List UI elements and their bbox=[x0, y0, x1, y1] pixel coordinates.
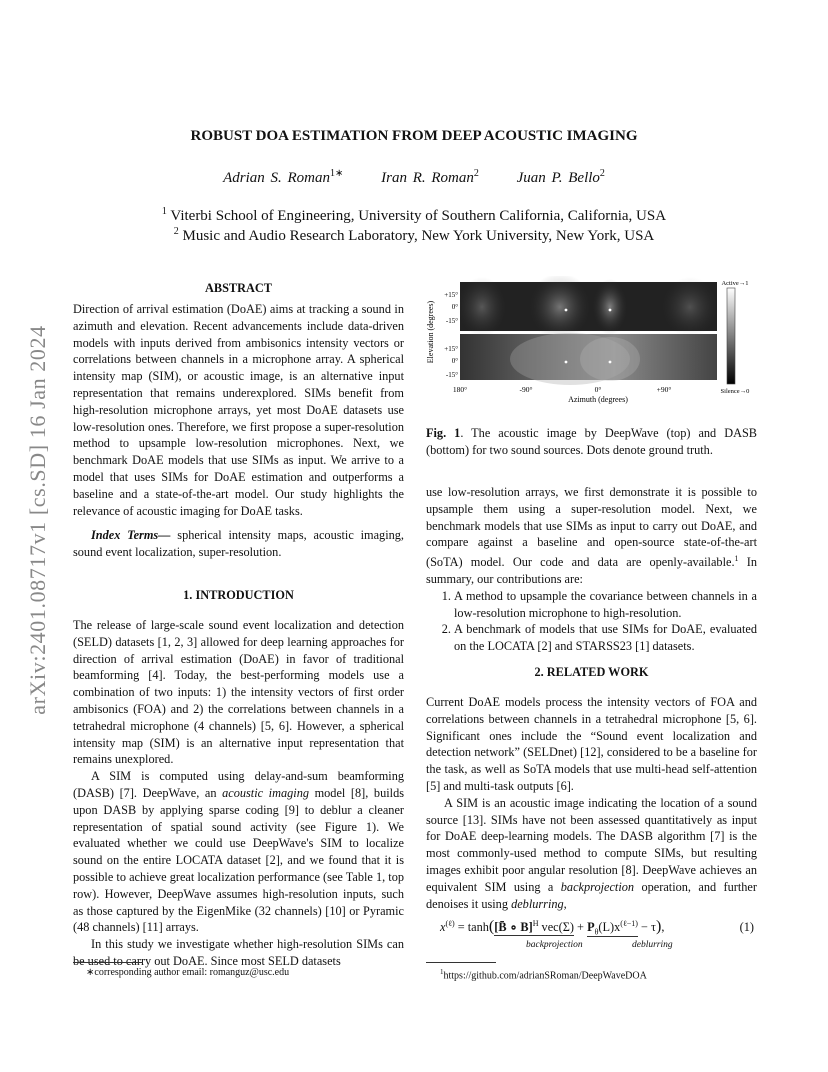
text-run: A SIM is an acoustic image indicating the location of a sound source [13]. SIMs have not been assessed quantitatively as input for DoAE deep-learning models. The DASB algorithm [7] is the most commonly-used method to compute SIMs, but resulting images exhibit poor angular resolution [8]. DeepWave achieves an equivalent SIM using a bbox=[426, 795, 757, 894]
ytick-label: -15° bbox=[445, 317, 458, 325]
eq-op: + bbox=[573, 920, 588, 934]
author-sup: 2 bbox=[473, 168, 479, 179]
affiliation bbox=[0, 206, 828, 225]
xtick-label: 0° bbox=[594, 385, 602, 394]
emphasis: deblurring bbox=[511, 896, 564, 911]
eq-term: (L)x bbox=[598, 920, 621, 934]
author bbox=[223, 170, 343, 186]
colorbar-bottom-label: Silence→0 bbox=[720, 388, 750, 395]
paragraph: In this study we investigate whether high-resolution SIMs can be used to carry out DoAE. Since most SELD datasets bbox=[73, 937, 404, 968]
footnote-sup: 1 bbox=[440, 968, 444, 976]
ground-truth-dot bbox=[565, 361, 568, 364]
figure-ylabel: Elevation (degrees) bbox=[426, 300, 435, 364]
caption-label: Fig. 1 bbox=[426, 426, 461, 440]
text-run: In summary, our contributions are: bbox=[426, 555, 757, 587]
footnote-rule bbox=[426, 962, 496, 963]
eq-op: − τ bbox=[637, 920, 656, 934]
xtick-label: -90° bbox=[519, 385, 533, 394]
index-terms-label: Index Terms— bbox=[91, 528, 171, 543]
arxiv-stamp bbox=[18, 290, 58, 750]
author-sup: 1∗ bbox=[329, 168, 344, 179]
eq-term: vec(Σ) bbox=[538, 920, 574, 934]
text-run: A SIM is computed using delay-and-sum beamforming (DASB) [7]. DeepWave, an bbox=[73, 769, 404, 800]
affiliation-sup: 2 bbox=[173, 226, 179, 237]
section-heading-introduction: 1. INTRODUCTION bbox=[183, 588, 294, 602]
paragraph bbox=[73, 768, 404, 936]
intro-continued bbox=[426, 484, 757, 655]
eq-sup: (ℓ) bbox=[445, 918, 455, 928]
text-run: model [8], builds upon DASB by applying sparse coding [9] to deblur a cleaner representation of spatial sound activity (see Figure 1). We evaluated whether we could use DeepWave's SIM to localize sound on the entire LOCATA dataset [2], and we found that it is possible to achieve great localization performance (see Table 1, top row). However, DeepWave assumes high-resolution inputs, such as those captured by the EigenMike (32 channels) [10] or Pyramic (48 channels) [11] arrays. bbox=[73, 785, 404, 935]
list-item: 2. A benchmark of models that use SIMs for DoAE, evaluated on the LOCATA [2] and STARSS23 [1] datasets. bbox=[454, 621, 757, 655]
eq-underbrace-label: backprojection bbox=[526, 940, 583, 950]
index-terms-text: spherical intensity maps, acoustic imaging, sound event localization, super-resolution. bbox=[73, 528, 404, 560]
abstract-text: Direction of arrival estimation (DoAE) aims at tracking a sound in azimuth and elevation. Recent advancements include data-driven models with inputs derived from ambisonics intensity vectors or correlations between channels in a microphone array. A spherical intensity map (SIM), or acoustic image, is an alternative input representation that remains underexplored. SIMs benefit from high-resolution microphone arrays, yet most DoAE datasets use low-resolution ones. Therefore, we first propose a super-resolution method to upsample low-resolution microphones. Next, we benchmark DoAE models that use SIMs as input. We arrive to a model that uses SIMs for DoAE estimation and outperforms a baseline and a state-of-the-art model. Our study highlights the relevance of acoustic imaging for DoAE tasks. bbox=[73, 302, 404, 518]
ground-truth-dot bbox=[565, 309, 568, 312]
contributions-list bbox=[426, 588, 757, 655]
ytick-label: -15° bbox=[445, 371, 458, 379]
author bbox=[517, 170, 605, 186]
eq-term: P bbox=[587, 920, 595, 934]
abstract-heading: ABSTRACT bbox=[205, 281, 272, 295]
paragraph bbox=[426, 795, 757, 913]
affiliation bbox=[0, 226, 828, 245]
section-heading-related-work: 2. RELATED WORK bbox=[534, 665, 649, 679]
affiliation-text: Viterbi School of Engineering, University of Southern California, California, USA bbox=[170, 208, 667, 224]
eq-term: [B̄ ∘ B] bbox=[494, 920, 533, 934]
paper-title: ROBUST DOA ESTIMATION FROM DEEP ACOUSTIC IMAGING bbox=[190, 128, 638, 144]
introduction-body bbox=[73, 617, 404, 970]
related-work-body bbox=[426, 694, 757, 912]
text-run: operation, and further denoises it using bbox=[426, 879, 757, 911]
eq-sub: θ bbox=[594, 927, 599, 937]
paragraph bbox=[426, 484, 757, 588]
colorbar-top-label: Active→1 bbox=[721, 280, 749, 287]
ytick-label: 0° bbox=[451, 357, 458, 365]
eq-backprojection-term bbox=[494, 919, 574, 936]
figure-acoustic-image bbox=[420, 276, 760, 408]
author-name: Juan P. Bello bbox=[516, 170, 600, 186]
eq-sup: H bbox=[532, 918, 539, 928]
text-run: use low-resolution arrays, we first demonstrate it is possible to upsample them using a super-resolution model. Next, we benchmark models that use SIMs as input to carry out DoAE, and compare against a baseline and open-source state-of-the-art (SoTA) model. Our code and data are openly-available. bbox=[426, 485, 757, 570]
colorbar bbox=[727, 288, 735, 384]
footnote-rule bbox=[73, 962, 143, 963]
equation-1: $x^{(\ell)}$ = tanh([B̄ ∘ B]$^H$ $vec(\Sigma) + P_\theta(L)x^{(\ell-1)} - \tau$), (1) backprojection deblurring bbox=[440, 918, 754, 950]
ytick-label: +15° bbox=[444, 291, 458, 299]
paragraph: Current DoAE models process the intensity vectors of FOA and correlations between channels in a tetrahedral microphone [5, 6]. Significant ones include the “Sound event localization and detection network” (SELDnet) [12], considered to be a baseline for the task, as well as SoTA models that use multi-head self-attention [5] and multi-task outputs [6]. bbox=[426, 695, 757, 793]
text-run: , bbox=[563, 896, 567, 911]
panel-dasb bbox=[460, 333, 717, 385]
abstract-body bbox=[73, 301, 404, 561]
index-terms bbox=[73, 527, 404, 561]
arxiv-id: arXiv:2401.08717v1 [cs.SD] 16 Jan 2024 bbox=[25, 325, 50, 715]
author-name: Iran R. Roman bbox=[381, 170, 474, 186]
emphasis: backprojection bbox=[560, 879, 635, 894]
caption-text: . The acoustic image by DeepWave (top) and DASB (bottom) for two sound sources. Dots denote ground truth. bbox=[426, 426, 758, 457]
footnote-marker: 1 bbox=[734, 554, 739, 564]
xtick-label: +90° bbox=[656, 385, 672, 394]
figure-xlabel: Azimuth (degrees) bbox=[568, 395, 628, 404]
author-name: Adrian S. Roman bbox=[223, 170, 330, 186]
affiliation-text: Music and Audio Research Laboratory, New York University, New York, USA bbox=[182, 228, 655, 244]
eq-underbrace-label: deblurring bbox=[632, 940, 673, 950]
affiliation-sup: 1 bbox=[161, 206, 167, 217]
ytick-label: 0° bbox=[451, 303, 458, 311]
emphasis: acoustic imaging bbox=[222, 785, 309, 800]
ground-truth-dot bbox=[609, 309, 612, 312]
eq-func: = tanh bbox=[454, 920, 489, 934]
figure-caption bbox=[426, 425, 757, 459]
eq-lhs: x bbox=[440, 920, 446, 934]
eq-sup: (ℓ−1) bbox=[620, 918, 638, 928]
equation-number: (1) bbox=[739, 920, 754, 934]
eq-deblurring-term bbox=[587, 919, 638, 938]
ytick-label: +15° bbox=[444, 345, 458, 353]
footnote-left: ∗corresponding author email: romanguz@usc.edu bbox=[86, 967, 290, 978]
author-sup: 2 bbox=[599, 168, 605, 179]
list-item: 1. A method to upsample the covariance between channels in a low-resolution microphone to high-resolution. bbox=[454, 588, 757, 622]
panel-deepwave bbox=[458, 276, 718, 341]
ground-truth-dot bbox=[609, 361, 612, 364]
author-list bbox=[0, 168, 828, 187]
xtick-label: 180° bbox=[452, 385, 468, 394]
footnote-right bbox=[440, 966, 760, 982]
footnote-url[interactable]: https://github.com/adrianSRoman/DeepWaveDOA bbox=[443, 970, 647, 982]
paragraph: The release of large-scale sound event localization and detection (SELD) datasets [1, 2, 3] allowed for deep learning approaches for direction of arrival estimation (DoAE) in favor of traditional beamforming [4]. Today, the best-performing models use a combination of two inputs: 1) the intensity vectors of first order ambisonics (FOA) and 2) the correlations between channels in a tetrahedral microphone (4 channels) [5, 6]. However, a spherical intensity map (SIM) is an alternative input representation that remains unexplored. bbox=[73, 618, 404, 767]
author bbox=[381, 170, 479, 186]
